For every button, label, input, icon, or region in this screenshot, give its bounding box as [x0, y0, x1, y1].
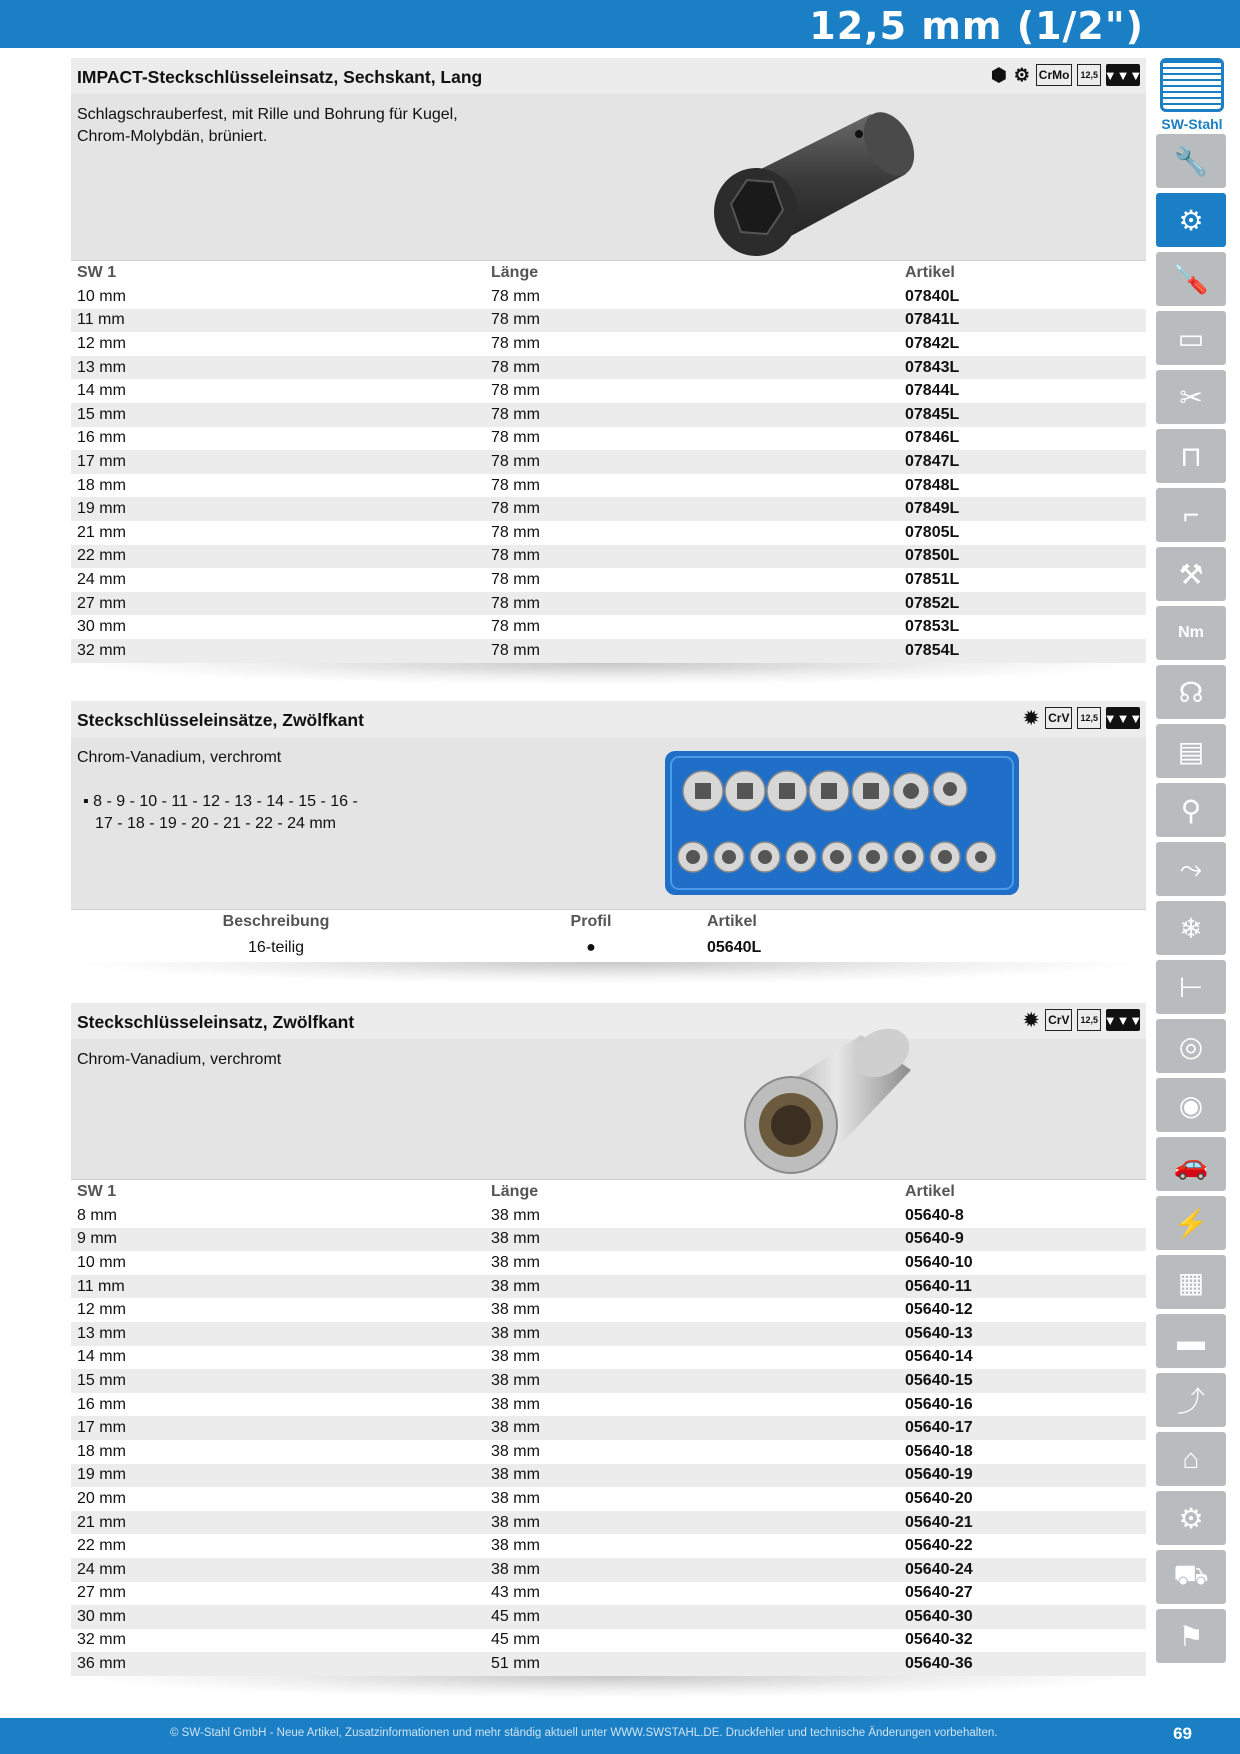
- col-header-length: Länge: [485, 1180, 899, 1205]
- section-body: [71, 1039, 1146, 1179]
- table-row: [71, 1369, 1146, 1393]
- cell-length: 78 mm: [485, 450, 899, 474]
- cell-length: 78 mm: [485, 356, 899, 380]
- brand-logo[interactable]: [1156, 58, 1228, 134]
- car-body-category-icon[interactable]: 🚗: [1156, 1137, 1226, 1191]
- cell-size: 20 mm: [71, 1487, 485, 1511]
- cell-size: 22 mm: [71, 1534, 485, 1558]
- article-table: [71, 909, 1146, 962]
- table-row: [71, 474, 1146, 498]
- cell-article: 07841L: [899, 309, 1146, 333]
- cell-article: 05640-30: [899, 1605, 1146, 1629]
- cell-size: 30 mm: [71, 615, 485, 639]
- col-header-length: Länge: [485, 261, 899, 286]
- table-row: [71, 1605, 1146, 1629]
- cell-article: 05640-20: [899, 1487, 1146, 1511]
- table-row: [71, 1416, 1146, 1440]
- cell-length: 38 mm: [485, 1322, 899, 1346]
- table-row: [71, 545, 1146, 569]
- col-header-article: Artikel: [899, 261, 1146, 286]
- cell-article: 07851L: [899, 568, 1146, 592]
- material-badge: CrV: [1045, 707, 1072, 729]
- product-description: Chrom-Vanadium, verchromt: [77, 749, 282, 766]
- cell-article: 07849L: [899, 497, 1146, 521]
- table-row: [71, 285, 1146, 309]
- cell-article: 05640-16: [899, 1393, 1146, 1417]
- cell-article: 05640-36: [899, 1652, 1146, 1676]
- table-row: [71, 1298, 1146, 1322]
- socket-category-icon[interactable]: ⚙: [1156, 193, 1226, 247]
- cell-length: 38 mm: [485, 1534, 899, 1558]
- socket-set-icon: ▼▼▼: [1106, 1009, 1140, 1031]
- cell-size: 32 mm: [71, 1629, 485, 1653]
- cell-article: 07842L: [899, 332, 1146, 356]
- product-section-twelve-point-single: [71, 1003, 1146, 1698]
- cell-size: 27 mm: [71, 1582, 485, 1606]
- socket-set-icon: ▼▼▼: [1106, 64, 1140, 86]
- logo-mark-icon: [1160, 58, 1224, 112]
- chrome-socket-image: [741, 1025, 941, 1175]
- cell-article: 07848L: [899, 474, 1146, 498]
- cell-length: 78 mm: [485, 615, 899, 639]
- socket-set-tray-image: [665, 751, 1019, 895]
- product-section-twelve-point-set: [71, 701, 1146, 984]
- cell-size: 11 mm: [71, 1275, 485, 1299]
- table-row: [71, 403, 1146, 427]
- hexagon-profile-icon: ⬢: [990, 64, 1007, 85]
- lifting-category-icon[interactable]: ⤴: [1156, 1373, 1226, 1427]
- cell-length: 38 mm: [485, 1416, 899, 1440]
- twelve-point-profile-icon: ✹: [1023, 1009, 1039, 1030]
- cell-article: 05640-10: [899, 1251, 1146, 1275]
- article-table: [71, 1179, 1146, 1676]
- air-tool-category-icon[interactable]: ⌐: [1156, 488, 1226, 542]
- cell-size: 13 mm: [71, 356, 485, 380]
- cell-article: 05640-19: [899, 1464, 1146, 1488]
- aircon-category-icon[interactable]: ❄: [1156, 901, 1226, 955]
- toolbox-category-icon[interactable]: ▬: [1156, 1314, 1226, 1368]
- cell-size: 16 mm: [71, 427, 485, 451]
- cell-size: 12 mm: [71, 1298, 485, 1322]
- cell-length: 38 mm: [485, 1369, 899, 1393]
- section-body: [71, 94, 1146, 260]
- cell-length: 78 mm: [485, 521, 899, 545]
- footer-bar: [0, 1718, 1240, 1754]
- cell-length: 78 mm: [485, 309, 899, 333]
- exhaust-category-icon[interactable]: ⤳: [1156, 842, 1226, 896]
- cell-size: 16 mm: [71, 1393, 485, 1417]
- cell-length: 78 mm: [485, 285, 899, 309]
- table-row: [71, 1487, 1146, 1511]
- material-badge: CrV: [1045, 1009, 1072, 1031]
- cell-length: 78 mm: [485, 568, 899, 592]
- cell-article: 05640-24: [899, 1558, 1146, 1582]
- cell-length: 38 mm: [485, 1487, 899, 1511]
- drill-category-icon[interactable]: ⚒: [1156, 547, 1226, 601]
- cell-article: 05640-21: [899, 1511, 1146, 1535]
- cell-size: 17 mm: [71, 450, 485, 474]
- cell-length: 78 mm: [485, 474, 899, 498]
- cell-size: 22 mm: [71, 545, 485, 569]
- cell-size: 10 mm: [71, 285, 485, 309]
- section-divider-shadow: [71, 1676, 1146, 1698]
- cell-length: 38 mm: [485, 1275, 899, 1299]
- pliers-category-icon[interactable]: ✂: [1156, 370, 1226, 424]
- table-row: [71, 934, 1146, 962]
- section-body: [71, 737, 1146, 909]
- table-row: [71, 568, 1146, 592]
- saw-category-icon[interactable]: ⊓: [1156, 429, 1226, 483]
- table-row: [71, 309, 1146, 333]
- feature-icons: [1022, 1009, 1143, 1031]
- wrench-category-icon[interactable]: 🔧: [1156, 134, 1226, 188]
- cell-article: 05640-14: [899, 1346, 1146, 1370]
- table-row: [71, 1251, 1146, 1275]
- sizes-line-1: ▪ 8 - 9 - 10 - 11 - 12 - 13 - 14 - 15 - 16 -: [83, 793, 358, 810]
- table-row: [71, 1440, 1146, 1464]
- cell-article: 05640-12: [899, 1298, 1146, 1322]
- table-row: [71, 497, 1146, 521]
- section-header: [71, 58, 1146, 94]
- impact-gear-icon: ⚙: [1013, 64, 1030, 85]
- diagnostic-category-icon[interactable]: ☊: [1156, 665, 1226, 719]
- section-title: Steckschlüsseleinsatz, Zwölfkant: [77, 1012, 355, 1032]
- footer-note: © SW-Stahl GmbH - Neue Artikel, Zusatzinformationen und mehr ständig aktuell unter WWW.SWSTAHL.DE. Druckfehler und technische Änderungen vorbehalten.: [170, 1727, 998, 1739]
- engine-category-icon[interactable]: ▤: [1156, 724, 1226, 778]
- section-divider-shadow: [71, 962, 1146, 984]
- cell-length: 38 mm: [485, 1393, 899, 1417]
- table-row: [71, 427, 1146, 451]
- cell-size: 24 mm: [71, 568, 485, 592]
- col-header-size: SW 1: [71, 1180, 485, 1205]
- cell-length: 38 mm: [485, 1298, 899, 1322]
- cell-size: 19 mm: [71, 497, 485, 521]
- category-sidebar: [1156, 58, 1228, 1668]
- table-row: [71, 1534, 1146, 1558]
- cell-size: 15 mm: [71, 403, 485, 427]
- cell-article: 07843L: [899, 356, 1146, 380]
- cell-size: 32 mm: [71, 639, 485, 663]
- cell-size: 8 mm: [71, 1204, 485, 1228]
- cell-article: 07850L: [899, 545, 1146, 569]
- cell-length: 38 mm: [485, 1511, 899, 1535]
- workshop-category-icon[interactable]: ⌂: [1156, 1432, 1226, 1486]
- cell-size: 18 mm: [71, 474, 485, 498]
- table-row: [71, 1558, 1146, 1582]
- cell-size: 18 mm: [71, 1440, 485, 1464]
- cell-article: 07844L: [899, 379, 1146, 403]
- drive-size-badge: 12,5: [1077, 64, 1101, 86]
- cell-article: 07845L: [899, 403, 1146, 427]
- section-title: Steckschlüsseleinsätze, Zwölfkant: [77, 710, 364, 730]
- cell-length: 45 mm: [485, 1629, 899, 1653]
- cell-size: 27 mm: [71, 592, 485, 616]
- table-row: [71, 521, 1146, 545]
- table-row: [71, 639, 1146, 663]
- cell-size: 9 mm: [71, 1228, 485, 1252]
- cell-length: 38 mm: [485, 1464, 899, 1488]
- table-row: [71, 1652, 1146, 1676]
- cell-size: 19 mm: [71, 1464, 485, 1488]
- cell-size: 30 mm: [71, 1605, 485, 1629]
- cell-size: 12 mm: [71, 332, 485, 356]
- cell-article: 05640-32: [899, 1629, 1146, 1653]
- product-description: Schlagschrauberfest, mit Rille und Bohrung für Kugel, Chrom-Molybdän, brüniert.: [77, 106, 458, 145]
- cell-length: 78 mm: [485, 497, 899, 521]
- cell-article: 05640-13: [899, 1322, 1146, 1346]
- header-bar: [0, 0, 1240, 48]
- material-badge: CrMo: [1036, 64, 1073, 86]
- table-row: [71, 1275, 1146, 1299]
- product-section-impact-long: [71, 58, 1146, 685]
- page-title: 12,5 mm (1/2"): [809, 4, 1144, 48]
- section-title: IMPACT-Steckschlüsseleinsatz, Sechskant, Lang: [77, 67, 483, 87]
- cell-article: 05640-17: [899, 1416, 1146, 1440]
- table-row: [71, 1582, 1146, 1606]
- sizes-line-2: 17 - 18 - 19 - 20 - 21 - 22 - 24 mm: [95, 815, 336, 832]
- page-number: 69: [1173, 1724, 1192, 1743]
- cell-article: 05640L: [701, 934, 1146, 962]
- cell-length: 78 mm: [485, 403, 899, 427]
- table-row: [71, 332, 1146, 356]
- cell-length: 78 mm: [485, 639, 899, 663]
- table-row: [71, 356, 1146, 380]
- cell-size: 10 mm: [71, 1251, 485, 1275]
- cell-article: 07853L: [899, 615, 1146, 639]
- cell-size: 17 mm: [71, 1416, 485, 1440]
- screwdriver-category-icon[interactable]: 🪛: [1156, 252, 1226, 306]
- cell-size: 21 mm: [71, 1511, 485, 1535]
- socket-set-icon: ▼▼▼: [1106, 707, 1140, 729]
- drive-size-badge: 12,5: [1077, 1009, 1101, 1031]
- table-row: [71, 1322, 1146, 1346]
- product-description: Chrom-Vanadium, verchromt: [77, 1051, 282, 1068]
- motorcycle-category-icon[interactable]: ⚙: [1156, 1491, 1226, 1545]
- drive-size-badge: 12,5: [1077, 707, 1101, 729]
- table-row: [71, 592, 1146, 616]
- chisel-category-icon[interactable]: ▭: [1156, 311, 1226, 365]
- included-sizes: [83, 791, 358, 835]
- cell-article: 07805L: [899, 521, 1146, 545]
- cell-length: 51 mm: [485, 1652, 899, 1676]
- col-header-size: SW 1: [71, 261, 485, 286]
- cell-article: 07846L: [899, 427, 1146, 451]
- table-row: [71, 1511, 1146, 1535]
- cell-article: 05640-18: [899, 1440, 1146, 1464]
- cell-length: 38 mm: [485, 1204, 899, 1228]
- cell-length: 45 mm: [485, 1605, 899, 1629]
- cell-article: 05640-15: [899, 1369, 1146, 1393]
- cell-article: 05640-9: [899, 1228, 1146, 1252]
- cell-size: 21 mm: [71, 521, 485, 545]
- cell-length: 78 mm: [485, 332, 899, 356]
- wheel-category-icon[interactable]: ◎: [1156, 1019, 1226, 1073]
- cell-size: 14 mm: [71, 1346, 485, 1370]
- cell-article: 05640-11: [899, 1275, 1146, 1299]
- table-row: [71, 450, 1146, 474]
- table-row: [71, 1228, 1146, 1252]
- section-header: [71, 1003, 1146, 1039]
- cell-size: 14 mm: [71, 379, 485, 403]
- table-row: [71, 615, 1146, 639]
- table-row: [71, 379, 1146, 403]
- cell-length: 43 mm: [485, 1582, 899, 1606]
- table-row: [71, 1464, 1146, 1488]
- cell-size: 13 mm: [71, 1322, 485, 1346]
- cell-article: 07840L: [899, 285, 1146, 309]
- cell-length: 38 mm: [485, 1251, 899, 1275]
- brand-name: SW-Stahl: [1161, 116, 1223, 132]
- cell-size: 24 mm: [71, 1558, 485, 1582]
- col-header-article: Artikel: [701, 910, 1146, 935]
- cell-size: 15 mm: [71, 1369, 485, 1393]
- section-divider-shadow: [71, 663, 1146, 685]
- brake-category-icon[interactable]: ◉: [1156, 1078, 1226, 1132]
- cell-article: 05640-8: [899, 1204, 1146, 1228]
- cell-length: 78 mm: [485, 427, 899, 451]
- cell-profile: ●: [475, 934, 701, 962]
- table-row: [71, 1393, 1146, 1417]
- col-header-article: Artikel: [899, 1180, 1146, 1205]
- feature-icons: [990, 64, 1143, 86]
- cell-length: 78 mm: [485, 545, 899, 569]
- axle-category-icon[interactable]: ⊢: [1156, 960, 1226, 1014]
- special-category-icon[interactable]: ⚑: [1156, 1609, 1226, 1663]
- cell-description: 16-teilig: [71, 934, 475, 962]
- section-header: [71, 701, 1146, 737]
- cell-length: 78 mm: [485, 379, 899, 403]
- feature-icons: [1022, 707, 1143, 729]
- col-header-description: Beschreibung: [71, 910, 475, 935]
- gearbox-category-icon[interactable]: ⚲: [1156, 783, 1226, 837]
- twelve-point-profile-icon: ✹: [1023, 707, 1039, 728]
- article-table: [71, 260, 1146, 663]
- cell-article: 07847L: [899, 450, 1146, 474]
- table-row: [71, 1204, 1146, 1228]
- long-impact-socket-image: [701, 104, 921, 259]
- col-header-profile: Profil: [475, 910, 701, 935]
- cell-article: 07852L: [899, 592, 1146, 616]
- cell-article: 05640-22: [899, 1534, 1146, 1558]
- torque-category-icon[interactable]: Nm: [1156, 606, 1226, 660]
- cell-size: 36 mm: [71, 1652, 485, 1676]
- tool-cabinet-category-icon[interactable]: ▦: [1156, 1255, 1226, 1309]
- cell-article: 07854L: [899, 639, 1146, 663]
- battery-category-icon[interactable]: ⚡: [1156, 1196, 1226, 1250]
- cell-length: 38 mm: [485, 1440, 899, 1464]
- table-row: [71, 1629, 1146, 1653]
- truck-category-icon[interactable]: ⛟: [1156, 1550, 1226, 1604]
- cell-length: 38 mm: [485, 1558, 899, 1582]
- cell-length: 38 mm: [485, 1228, 899, 1252]
- table-row: [71, 1346, 1146, 1370]
- cell-length: 38 mm: [485, 1346, 899, 1370]
- cell-size: 11 mm: [71, 309, 485, 333]
- cell-length: 78 mm: [485, 592, 899, 616]
- cell-article: 05640-27: [899, 1582, 1146, 1606]
